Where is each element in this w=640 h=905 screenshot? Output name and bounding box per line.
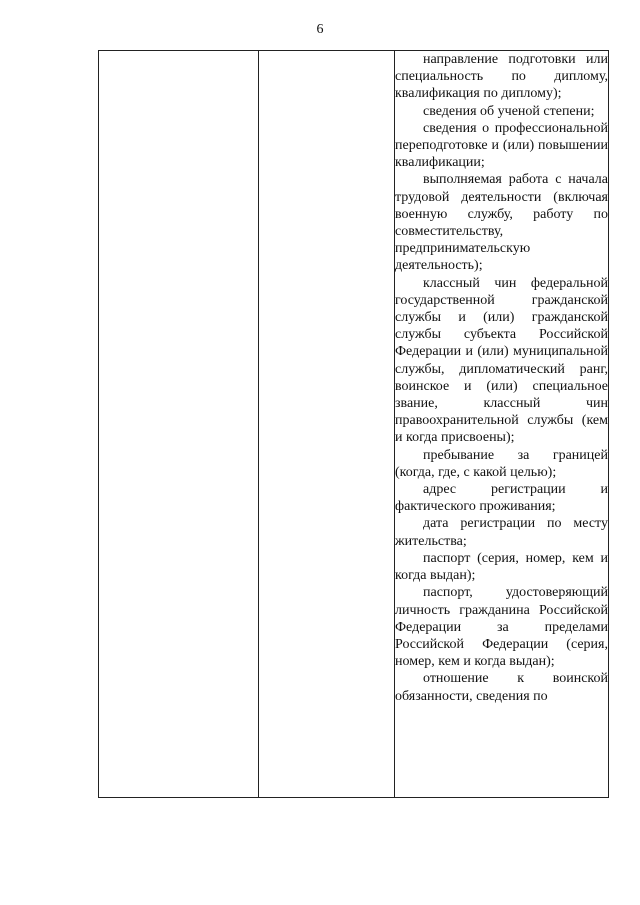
list-item: сведения о профессиональной переподготовке и (или) повышении квалификации; [395, 120, 608, 171]
table-cell-column-3 [395, 51, 609, 798]
list-item: классный чин федеральной государственной гражданской службы и (или) гражданской службы субъекта Российской Федерации и (или) муниципальной службы, дипломатический ранг, воинское и (или) специальное звание, классный чин правоохранительной службы (кем и когда присвоены); [395, 275, 608, 446]
list-item: сведения об ученой степени; [423, 103, 595, 119]
list-item: адрес регистрации и фактического проживания; [395, 482, 608, 515]
list-item: дата регистрации по месту жительства; [395, 516, 608, 549]
page-number: 6 [316, 22, 324, 37]
list-item: паспорт (серия, номер, кем и когда выдан); [395, 550, 608, 584]
list-item: паспорт, удостоверяющий личность гражданина Российской Федерации за пределами Российской Федерации (серия, номер, кем и когда выдан); [395, 585, 608, 670]
table-row [99, 51, 609, 798]
data-table [98, 50, 609, 798]
list-item: выполняемая работа с начала трудовой деятельности (включая военную службу, работу по совместительству, предпринимательскую деятельность); [395, 172, 608, 274]
list-item: пребывание за границей (когда, где, с какой целью); [395, 447, 608, 480]
list-item: направление подготовки или специальность по диплому, квалификация по диплому); [395, 52, 608, 102]
table-cell-column-1 [99, 51, 259, 798]
table-cell-column-2 [259, 51, 395, 798]
list-item: отношение к воинской обязанности, сведения по [395, 671, 608, 704]
